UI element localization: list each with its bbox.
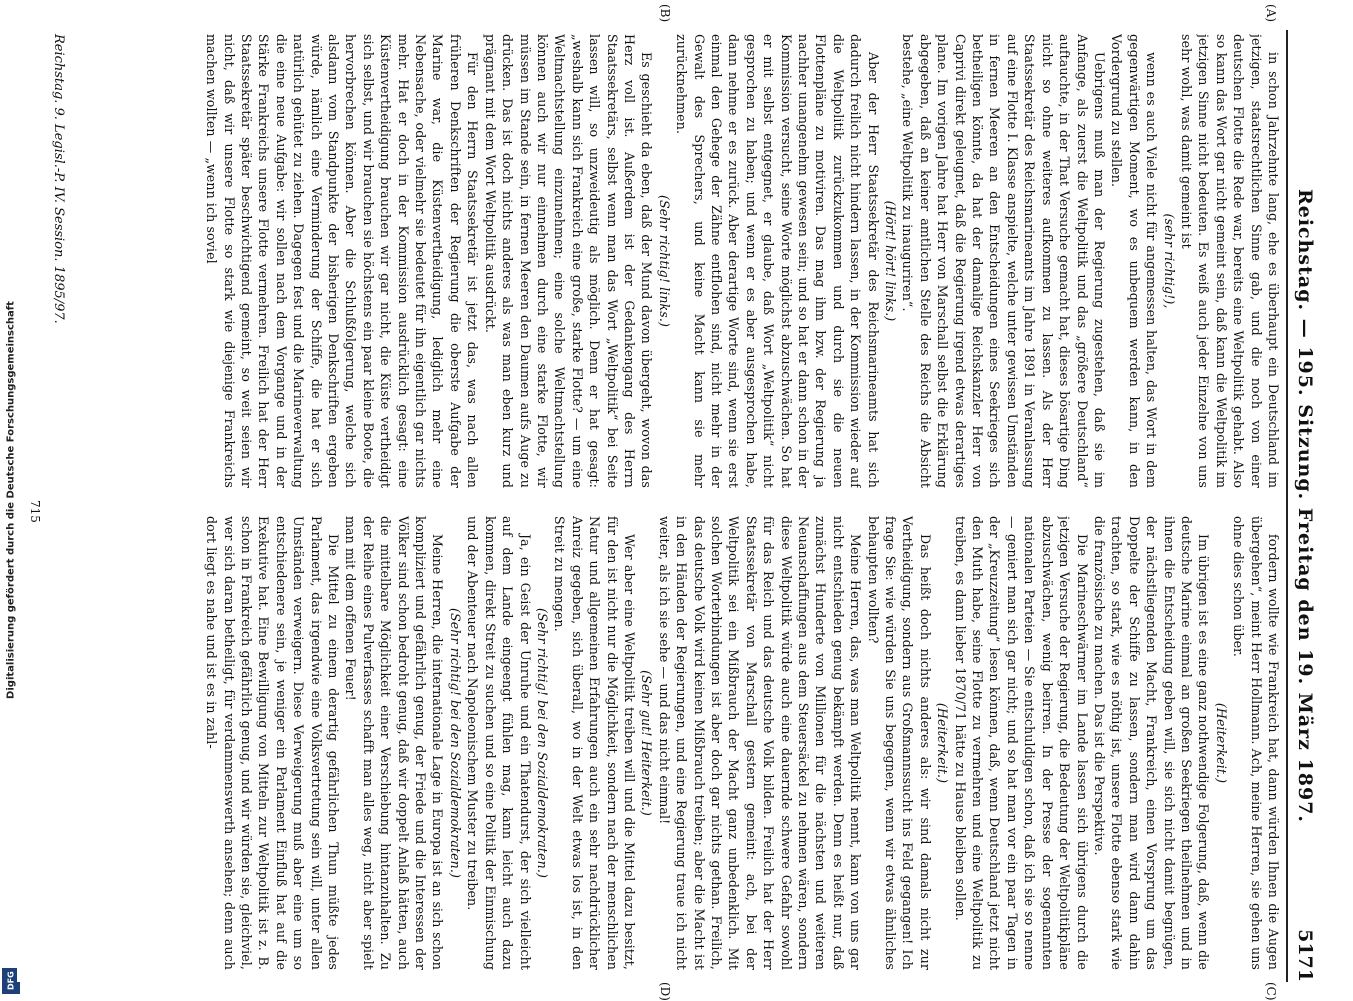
paragraph: Aber der Herr Staatssekretär des Reichsmarineamts hat sich dadurch freilich nicht hindern lassen, in der Kommission wieder auf die Weltpolitik zurückzukommen und durch sie die neuen Flottenpläne zu motiviren. Das mag ihm bzw. der Regierung ja nachher unangenehm gewesen sein; und so hat er dann schon in der Kommission versucht, seine Worte möglichst abzuschwächen. So hat er mit selbst entgegnet, er glaube, daß Wort „Weltpolitik“ nicht gesprochen zu haben; und wenn er es aber ausgesprochen habe, dann nehme er es zurück. Aber derartige Worte sind, wenn sie erst einmal den Gehege der Zähne entflohen sind, nicht mehr in der Gewalt des Sprechers, und keine Macht kann sie mehr zurücknehmen. [674, 34, 881, 488]
paragraph: Die Marineschwärmer im Lande lassen sich übrigens durch die jetzigen Versuche der Regierung, die Bedeutung der Weltpolitikpläne abzuschwächen, wenig beirren. In der Presse der sogenannten nationalen Parteien — Sie entschuldigen schon, daß ich sie so nenne — geniert man sich gar nicht; und so hat man vor ein paar Tagen in der „Kreuzzeitung“ lesen können, daß, wenn Deutschland jetzt nicht den Muth habe, seine Flotte zu vermehren und eine Weltpolitik zu treiben, es dann lieber 1870/71 hätte zu Hause bleiben sollen. [952, 516, 1090, 970]
paragraph: wenn es auch Viele nicht für angemessen halten, das Wort in dem gegenwärtigen Moment, wo es unbequem werden kann, in den Vordergrund zu stellen. [1109, 34, 1160, 488]
paragraph: Die Mittel zu einem derartig gefährlichen Thun müßte jedes Parlament, das irgendwie eine Volksvertretung sein will, unter allen Umständen verweigern. Diese Verweigerung muß aber eine um so entschiedenere sein, je weniger ein Parlament Einfluß hat auf die Exekutive hat. Eine Bewilligung von Mitteln zur Weltpolitik ist z. B. schon in Frankreich gefährlich genug, und wir würden sie, gleichviel, wer sich daran betheiligt, für verdammenswerth ansehen; denn auch dort liegt es nahe und ist es in zahl- [204, 516, 342, 970]
paragraph: Meine Herren, die internationale Lage in Europa ist an sich schon kompliziert und gefährlich genug, der Friede und die Interessen der Völker sind schon bedroht genug, daß wir doppelt Anlaß hätten, auch die mittelbare Möglichkeit einer Verschiebung hintanzuhalten. Zu der Reihe eines Pulverfasses schafft man alles weg, nicht aber spielt man mit dem offenen Feuer! [343, 516, 446, 970]
interjection: (Sehr richtig! bei den Sozialdemokraten.) [447, 608, 463, 878]
paragraph: Uebrigens muß man der Regierung zugestehen, daß sie im Anfange, als zuerst die Weltpolitik und das „größere Deutschland“ auftauchte, in der That Versuche gemacht hat, dieses bösartige Ding nicht so ohne weiteres aufkommen zu lassen. Als der Herr Staatssekretär des Reichsmarineamts im Jahre 1891 in Veranlassung auf eine Flotte I. Klasse anspielte, welche unter gewissen Umständen in fernen Meeren an den Entscheidungen eines Seekrieges sich betheiligen könnte, da hat der damalige Reichskanzler Herr von Caprivi direkt geleugnet, daß die Regierung irgend etwas derartiges plane. Im vorigen Jahre hat Herr von Marschall selbst die Erklärung abgegeben, daß an keiner amtlichen Stelle des Reichs die Absicht bestehe, „eine Weltpolitik zu inauguriren“. [900, 34, 1107, 488]
page-header [1286, 30, 1322, 982]
paragraph: fordern wollte wie Frankreich hat, dann würden Ihnen die Augen übergehen“, meint Herr Hollmann. Ach, meine Herren, sie gehen uns ohne dies schon über. [1231, 516, 1281, 970]
paragraph: Meine Herren, das, was man Weltpolitik nennt, kann von uns gar nicht entschieden genug bekämpft werden. Denn es heißt nur, daß zunächst Hunderte von Millionen für die nächsten und weiteren Neuanschaffungen aus dem Steuersäckel zu nehmen wären, sondern diese Weltpolitik würde auch eine dauernde schwere Gefahr sowohl für das Reich und das deutsche Volk bilden. Freilich hat der Herr Staatssekretär von Marschall gestern gemeint: ach, bei der Weltpolitik sei ein Mißbrauch der Macht ganz unbedenklich. Mit solchen Worterbindungen ist aber doch gar nichts gethan. Freilich, das deutsche Volk wird keinen Mißbrauch treiben; aber die Macht ist in den Händen der Regierungen, und eine Regierung traue ich nicht weiter, als ich sie sehe — und das nicht einmal! [656, 516, 864, 970]
paragraph: Im übrigen ist es eine ganz nothwendige Folgerung, daß, wenn die deutsche Marine einmal an großen Seekriegen theilnehmen und in ihnen die Entscheidung geben will, sie sich nicht damit begnügen, der nächstliegenden Macht, Frankreich, einen Vorsprung um das Doppelte der Schiffe zu lassen, sondern man wird dann dahin trachten, so stark, wie es nöthig ist, unsere Flotte ebenso stark wie die französische zu machen. Das ist die Perspektive. [1091, 516, 1212, 970]
funding-caption: Digitalisierung gefördert durch die Deutsche Forschungsgemeinschaft [5, 301, 17, 699]
paragraph: Für den Herrn Staatssekretär ist jetzt das, was nach allen früheren Denkschriften der Regierung die oberste Aufgabe der Marine war, die Küstenvertheidigung, lediglich mehr eine Nebensache, oder vielmehr sie bedeutet für ihn eigentlich gar nichts mehr. Hat er doch in der Kommission ausdrücklich gesagt: eine Küstenvertheidigung brauchen wir gar nicht, die Küste vertheidigt sich selbst, und wir brauchen sie höchstens ein paar kleine Boote, die hervorbrechen können. Aber die Schlußfolgerung, welche sich alsdann vom Standpunkte der bisherigen Denkschriften ergeben würde, nämlich eine Verminderung der Schiffe, die hat er sich natürlich gehütet zu ziehen. Dagegen fest und die Marineverwaltung die eine neue Aufgabe: wir sollen nach dem Vorgange und in der Stärke Frankreichs unsere Flotte vermehren. Freilich hat der Herr Staatssekretär später beschwichtigend gemeint, so weit seien wir nicht, daß wir unsere Flotte so stark wie diejenige Frankreichs machen wollten — „wenn ich soviel [204, 34, 481, 488]
page-number: 5171 [1294, 929, 1316, 982]
document-page [17, 4, 1322, 1001]
interjection: (Heiterkeit.) [935, 702, 951, 784]
paragraph: Wer aber eine Weltpolitik treiben will und die Mittel dazu besitzt, für den ist nicht nur die Möglichkeit, sondern nach der menschlichen Natur und allgemeinen Erfahrungen auch ein sehr nachdrücklicher Anreiz gegeben, sich überall, wo in der Welt etwas los ist, in den Streit zu mengen. [552, 516, 637, 970]
paragraph: in schon Jahrzehnte lang, ehe es überhaupt ein Deutschland im jetzigen, staatsrechtlichen Sinne gab, und die noch von einer deutschen Flotte die Rede war, bereits eine Weltpolitik gehabt. Also so kann das Wort gar nicht gemeint sein, daß kann die Weltpolitik im jetzigen Sinne nicht bedeuten. Es weiß auch jeder Einzelne von uns sehr wohl, was damit gemeint ist [1178, 34, 1281, 488]
sheet-number: 715 [28, 500, 42, 523]
margin-marker-a: (A) [1264, 4, 1278, 23]
page-title: Reichstag. — 195. Sitzung. Freitag den 19. März 1897. [1294, 188, 1316, 824]
source-footer: Reichstag. 9. Legisl.-P. IV. Session. 1895/97. [51, 34, 66, 324]
margin-marker-d: (D) [658, 982, 672, 1001]
interjection: (Sehr richtig! bei den Sozialdemokraten.) [534, 608, 550, 878]
interjection: (Sehr richtig! links.) [656, 195, 672, 327]
interjection: (sehr richtig!), [1161, 213, 1177, 309]
text-column-right [72, 516, 1282, 970]
margin-marker-c: (C) [1264, 982, 1278, 1001]
interjection: (Heiterkeit.) [1213, 702, 1229, 784]
paragraph: Ja, ein Geist der Unruhe und ein Thatendurst, der sich vielleicht auf dem Lande eingeengt fühlen mag, kann leicht auch dazu kommen, direkt Streit zu suchen und so eine Politik der Einmischung und der Abenteuer nach Napoleonischem Muster zu treiben. [465, 516, 533, 970]
text-column-left [72, 34, 1282, 488]
margin-marker-b: (B) [658, 4, 672, 23]
paragraph: Das heißt doch nichts anderes als: wir sind damals nicht zur Vertheidigung, sondern aus Großmannssucht ins Feld gegangen! Ich frage Sie: wie würden Sie uns begegnen, wenn wir etwas ähnliches behaupten wollten? [865, 516, 933, 970]
dfg-logo: DFG [2, 968, 20, 994]
interjection: (Hört! hört! links.) [883, 200, 899, 322]
interjection: (Sehr gut! Heiterkeit.) [639, 670, 655, 816]
paragraph: Es geschieht da eben, daß der Mund davon übergeht, wovon das Herz voll ist. Außerdem ist der Gedankengang des Herrn Staatssekretärs, selbst wenn man das Wort „Weltpolitik“ bei Seite lassen will, so unzweideutig als möglich. Denn er hat gesagt: „weshalb kann sich Frankreich eine große, starke Flotte? — um eine Weltmachtstellung einzunehmen; eine solche Weltmachtstellung können auch wir nur einnehmen durch eine starke Flotte, wir müssen im Stande sein, in fernen Meeren den Daumen aufs Auge zu drücken. Das ist doch nichts anderes als was man eben kurz und prägnant mit dem Wort Weltpolitik ausdrückt. [482, 34, 655, 488]
